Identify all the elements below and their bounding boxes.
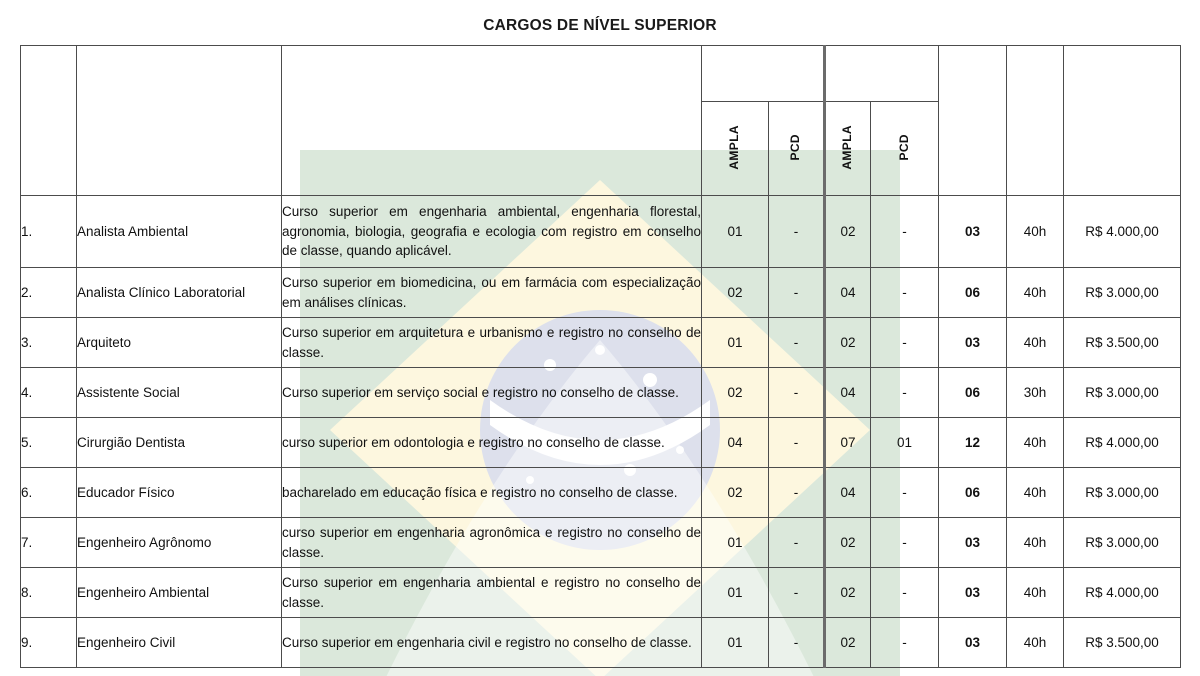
cell-ch: 30h [1007, 368, 1064, 418]
cell-reserva-pcd: - [871, 518, 939, 568]
column-header-total-label: TOTAL DE OPORTUNIDADES [957, 62, 986, 175]
cell-reserva-ampla: 02 [825, 318, 871, 368]
column-header-vagas-ampla-label: AMPLA [727, 124, 742, 170]
table-row [21, 568, 1181, 618]
cell-cod: 1. [21, 196, 77, 268]
column-header-vencimento-line1: VENCIMENTO [1079, 106, 1165, 121]
cell-cod: 9. [21, 618, 77, 668]
cell-vagas-ampla: 01 [702, 618, 769, 668]
cell-vagas-ampla: 02 [702, 368, 769, 418]
group-header-reserva-line2: RESERVA [852, 73, 912, 88]
cell-reserva-ampla: 07 [825, 418, 871, 468]
column-header-reserva-pcd [871, 102, 939, 196]
column-header-vagas-ampla [702, 102, 769, 196]
cell-vencimento: R$ 3.000,00 [1064, 518, 1181, 568]
cell-ch: 40h [1007, 518, 1064, 568]
cell-total: 03 [939, 318, 1007, 368]
cell-vencimento: R$ 4.000,00 [1064, 418, 1181, 468]
table-row [21, 418, 1181, 468]
cell-requisitos: curso superior em odontologia e registro no conselho de classe. [282, 418, 702, 468]
cell-cargo: Analista Ambiental [77, 196, 282, 268]
cell-vagas-pcd: - [769, 468, 825, 518]
cell-cod: 2. [21, 268, 77, 318]
cell-cod: 6. [21, 468, 77, 518]
cell-reserva-pcd: - [871, 618, 939, 668]
cell-cod: 5. [21, 418, 77, 468]
cell-reserva-ampla: 02 [825, 568, 871, 618]
cell-reserva-ampla: 02 [825, 518, 871, 568]
cell-cod: 7. [21, 518, 77, 568]
cell-vagas-pcd: - [769, 418, 825, 468]
cell-vagas-pcd: - [769, 518, 825, 568]
cell-requisitos: Curso superior em arquitetura e urbanismo e registro no conselho de classe. [282, 318, 702, 368]
cell-reserva-pcd: 01 [871, 418, 939, 468]
cell-total: 06 [939, 468, 1007, 518]
column-header-vagas-pcd [769, 102, 825, 196]
cell-cargo: Engenheiro Ambiental [77, 568, 282, 618]
cell-vagas-pcd: - [769, 618, 825, 668]
cell-cargo: Arquiteto [77, 318, 282, 368]
cell-vagas-ampla: 01 [702, 318, 769, 368]
cell-vagas-ampla: 04 [702, 418, 769, 468]
cell-cod: 4. [21, 368, 77, 418]
column-header-requisitos [282, 46, 702, 196]
column-header-reserva-ampla [825, 102, 871, 196]
cell-ch: 40h [1007, 618, 1064, 668]
table-row [21, 618, 1181, 668]
cell-requisitos: Curso superior em engenharia ambiental, engenharia florestal, agronomia, biologia, geografia e ecologia com registro em conselho de classe, quando aplicável. [282, 196, 702, 268]
cell-vencimento: R$ 3.500,00 [1064, 618, 1181, 668]
cell-ch: 40h [1007, 196, 1064, 268]
cell-vencimento: R$ 3.000,00 [1064, 368, 1181, 418]
cell-reserva-pcd: - [871, 468, 939, 518]
cell-vagas-ampla: 01 [702, 568, 769, 618]
column-header-cod-label: CÓD. [40, 102, 55, 135]
cell-ch: 40h [1007, 418, 1064, 468]
cell-cargo: Assistente Social [77, 368, 282, 418]
cell-vagas-pcd: - [769, 318, 825, 368]
cell-cargo: Cirurgião Dentista [77, 418, 282, 468]
cell-vencimento: R$ 3.000,00 [1064, 468, 1181, 518]
cell-requisitos: curso superior em engenharia agronômica e registro no conselho de classe. [282, 518, 702, 568]
table-row [21, 468, 1181, 518]
cell-reserva-pcd: - [871, 568, 939, 618]
cell-vagas-ampla: 01 [702, 518, 769, 568]
cell-reserva-ampla: 02 [825, 618, 871, 668]
cell-vagas-pcd: - [769, 196, 825, 268]
cell-cargo: Analista Clínico Laboratorial [77, 268, 282, 318]
cell-vagas-pcd: - [769, 368, 825, 418]
cell-ch: 40h [1007, 568, 1064, 618]
column-header-total-oportunidades [939, 46, 1007, 196]
cell-requisitos: Curso superior em biomedicina, ou em farmácia com especialização em análises clínicas. [282, 268, 702, 318]
cell-total: 03 [939, 518, 1007, 568]
group-header-vagas-imediatas [702, 46, 825, 102]
cell-reserva-pcd: - [871, 318, 939, 368]
cell-cargo: Educador Físico [77, 468, 282, 518]
cell-reserva-ampla: 04 [825, 468, 871, 518]
page-title: CARGOS DE NÍVEL SUPERIOR [483, 17, 717, 34]
column-header-cargo-label: CARGO [155, 113, 203, 128]
cell-vencimento: R$ 3.000,00 [1064, 268, 1181, 318]
cell-total: 03 [939, 568, 1007, 618]
cell-requisitos: bacharelado em educação física e registro no conselho de classe. [282, 468, 702, 518]
cell-cod: 3. [21, 318, 77, 368]
table-row [21, 518, 1181, 568]
table-row [21, 268, 1181, 318]
table-row [21, 368, 1181, 418]
group-header-vagas-line1: VAGAS [740, 59, 785, 74]
cell-reserva-ampla: 04 [825, 368, 871, 418]
cell-cargo: Engenheiro Civil [77, 618, 282, 668]
column-header-vagas-pcd-label: PCD [788, 133, 803, 161]
header-row-group [21, 46, 1181, 102]
cell-ch: 40h [1007, 268, 1064, 318]
cell-vencimento: R$ 3.500,00 [1064, 318, 1181, 368]
column-header-ch [1007, 46, 1064, 196]
group-header-reserva-line1: CADASTRO [846, 59, 918, 74]
cargos-table-container [20, 45, 1180, 668]
cell-requisitos: Curso superior em engenharia ambiental e registro no conselho de classe. [282, 568, 702, 618]
cell-reserva-pcd: - [871, 196, 939, 268]
column-header-ch-label: CH [1027, 109, 1042, 128]
cell-vagas-pcd: - [769, 268, 825, 318]
column-header-requisitos-label: REQUISITOS DE ESCOLARIDADE [389, 113, 594, 128]
cell-ch: 40h [1007, 468, 1064, 518]
cell-cod: 8. [21, 568, 77, 618]
cell-requisitos: Curso superior em engenharia civil e registro no conselho de classe. [282, 618, 702, 668]
table-head [21, 46, 1181, 196]
cell-vagas-ampla: 01 [702, 196, 769, 268]
column-header-vencimento [1064, 46, 1181, 196]
cell-total: 03 [939, 196, 1007, 268]
table-body [21, 196, 1181, 668]
cargos-table [20, 45, 1181, 668]
cell-vencimento: R$ 4.000,00 [1064, 568, 1181, 618]
cell-reserva-ampla: 04 [825, 268, 871, 318]
table-row [21, 318, 1181, 368]
column-header-vencimento-line2: BÁSICO INICIAL [1072, 120, 1172, 135]
column-header-cargo [77, 46, 282, 196]
cell-total: 06 [939, 368, 1007, 418]
cell-total: 06 [939, 268, 1007, 318]
cell-total: 12 [939, 418, 1007, 468]
cell-total: 03 [939, 618, 1007, 668]
table-row [21, 196, 1181, 268]
column-header-reserva-pcd-label: PCD [896, 133, 911, 161]
cell-requisitos: Curso superior em serviço social e registro no conselho de classe. [282, 368, 702, 418]
cell-ch: 40h [1007, 318, 1064, 368]
cell-vencimento: R$ 4.000,00 [1064, 196, 1181, 268]
cell-vagas-ampla: 02 [702, 468, 769, 518]
cell-vagas-pcd: - [769, 568, 825, 618]
group-header-cadastro-reserva [825, 46, 939, 102]
column-header-cod [21, 46, 77, 196]
cell-cargo: Engenheiro Agrônomo [77, 518, 282, 568]
cell-reserva-pcd: - [871, 368, 939, 418]
cell-reserva-pcd: - [871, 268, 939, 318]
cell-reserva-ampla: 02 [825, 196, 871, 268]
cell-vagas-ampla: 02 [702, 268, 769, 318]
column-header-reserva-ampla-label: AMPLA [840, 124, 855, 170]
group-header-vagas-line2: IMEDIATAS [728, 73, 797, 88]
